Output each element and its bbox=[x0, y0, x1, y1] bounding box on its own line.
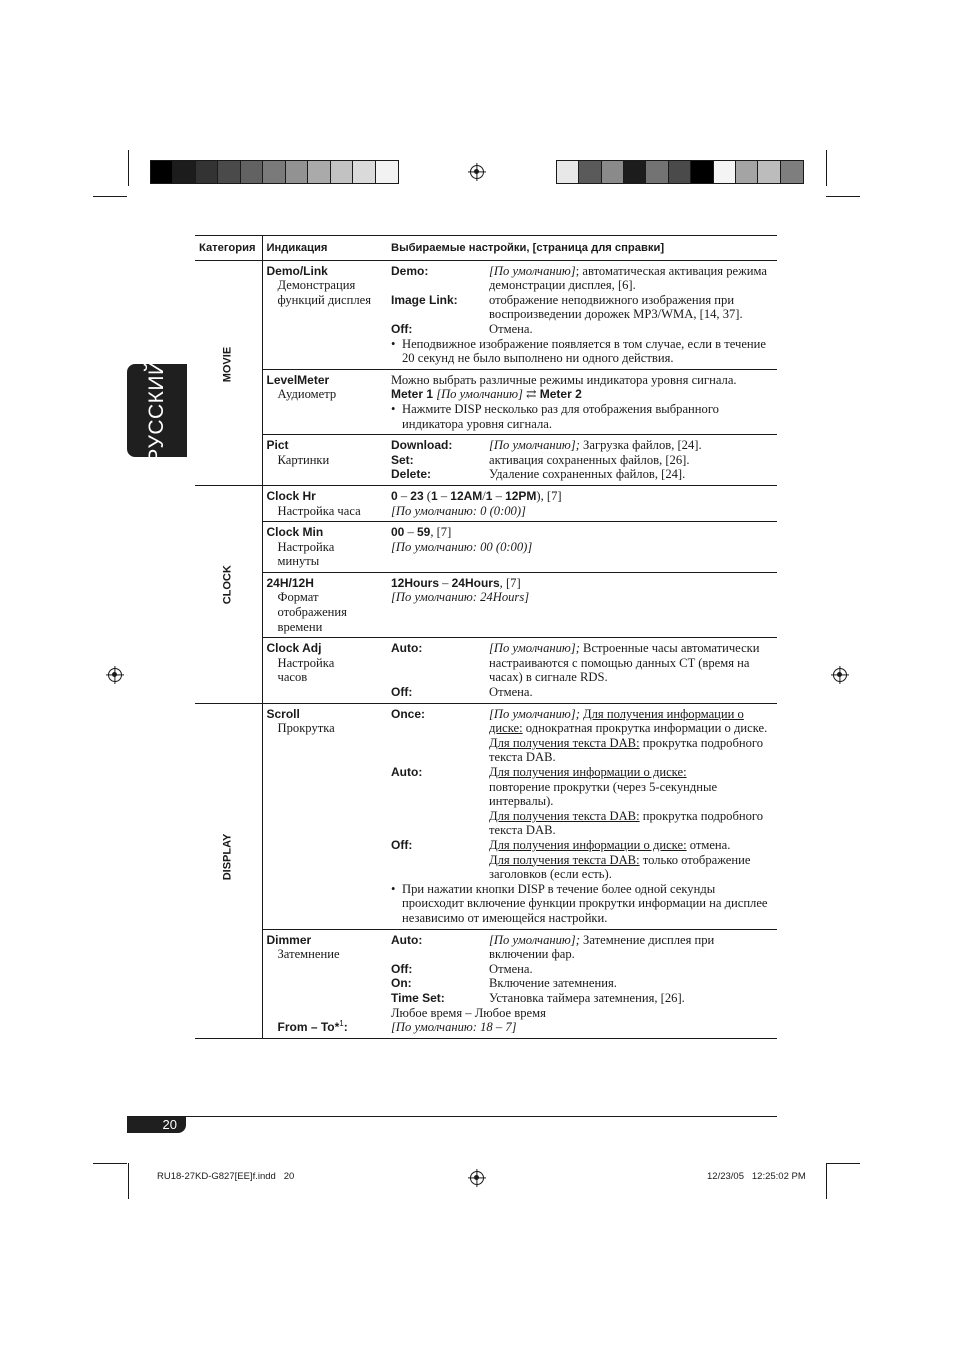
table-row bbox=[195, 522, 777, 573]
table-row bbox=[195, 435, 777, 486]
settings-cell bbox=[387, 435, 777, 486]
option-key: Off: bbox=[391, 961, 413, 976]
option-key: Image Link: bbox=[391, 292, 458, 307]
crop-mark bbox=[128, 150, 129, 186]
color-swatch bbox=[557, 161, 579, 183]
range-separator: – bbox=[397, 488, 411, 503]
header-settings: Выбираемые настройки, [страница для справки] bbox=[387, 236, 777, 261]
option-text: прокрутка подробного текста DAB. bbox=[489, 808, 764, 838]
range-separator: – bbox=[492, 488, 506, 503]
option-value bbox=[489, 264, 773, 293]
range-separator: – bbox=[404, 525, 417, 540]
color-calibration-bar-right bbox=[556, 160, 804, 184]
value-range bbox=[391, 576, 773, 591]
settings-cell bbox=[387, 522, 777, 573]
option-value: Удаление сохраненных файлов, [24]. bbox=[489, 467, 686, 482]
color-swatch bbox=[353, 161, 375, 183]
print-slug-file: RU18-27KD-G827[EE]f.indd 20 bbox=[157, 1171, 295, 1182]
value-range bbox=[391, 525, 773, 540]
language-tab-label: РУССКИЙ bbox=[145, 358, 168, 463]
crop-mark bbox=[826, 150, 827, 186]
option-key: Set: bbox=[391, 452, 414, 467]
option-value bbox=[489, 765, 773, 838]
range-value: 59 bbox=[416, 525, 431, 540]
note bbox=[391, 402, 773, 431]
indication-name: Demo/Link bbox=[266, 263, 328, 278]
option-text: только отображение заголовков (если есть). bbox=[489, 852, 751, 882]
default-marker: [По умолчанию]; bbox=[489, 438, 580, 453]
category-label: MOVIE bbox=[221, 347, 234, 383]
settings-cell bbox=[387, 638, 777, 703]
setting-option bbox=[391, 976, 773, 991]
crop-mark bbox=[826, 196, 860, 197]
indication-desc: Настройка минуты bbox=[277, 539, 335, 569]
crop-mark bbox=[93, 196, 127, 197]
option-value: отображение неподвижного изображения при воспроизведении дорожек MP3/WMA, [14, 37]. bbox=[489, 292, 743, 322]
indication-name: 24H/12H bbox=[266, 575, 314, 590]
color-swatch bbox=[218, 161, 240, 183]
option-condition: Для получения информации о диске: bbox=[489, 837, 687, 852]
setting-option bbox=[391, 641, 773, 685]
default-marker: [По умолчанию]; bbox=[489, 932, 580, 947]
color-swatch bbox=[691, 161, 713, 183]
meter-sequence bbox=[391, 387, 773, 402]
range-value: 12Hours bbox=[391, 575, 440, 590]
note bbox=[391, 337, 773, 366]
page-number: 20 bbox=[127, 1117, 186, 1133]
option-key: Time Set: bbox=[391, 990, 445, 1005]
option-key: Off: bbox=[391, 837, 413, 852]
option-key: Off: bbox=[391, 685, 413, 700]
indication-cell bbox=[262, 369, 387, 434]
default-marker: [По умолчанию]; bbox=[489, 706, 580, 721]
option-text: Затемнение дисплея при включении фар. bbox=[489, 932, 715, 962]
range-value: 00 bbox=[391, 525, 405, 540]
range-separator: ( bbox=[423, 488, 431, 503]
registration-mark-icon bbox=[833, 668, 847, 682]
indication-cell bbox=[262, 572, 387, 637]
option-key: Auto: bbox=[391, 765, 423, 779]
from-to-text: From – To* bbox=[277, 1020, 340, 1035]
bullet-icon: • bbox=[391, 401, 396, 416]
page-reference: ), [7] bbox=[536, 488, 562, 503]
option-key: Auto: bbox=[391, 932, 423, 947]
color-swatch bbox=[781, 161, 803, 183]
language-tab bbox=[127, 358, 187, 463]
option-key: Off: bbox=[391, 321, 413, 336]
settings-cell bbox=[387, 260, 777, 369]
note-text: Неподвижное изображение появляется в том случае, если в течение 20 секунд не было выполнено ни одного действия. bbox=[402, 336, 767, 366]
color-swatch bbox=[241, 161, 263, 183]
settings-cell bbox=[387, 485, 777, 521]
settings-cell bbox=[387, 369, 777, 434]
indication-name: LevelMeter bbox=[266, 372, 330, 387]
bullet-icon: • bbox=[391, 881, 396, 896]
registration-mark-icon bbox=[470, 165, 484, 179]
page-reference: , [7] bbox=[430, 525, 452, 540]
default-marker: [По умолчанию] bbox=[436, 387, 523, 402]
indication-desc: Настройка часа bbox=[277, 503, 361, 518]
range-value: 12PM bbox=[505, 488, 537, 503]
setting-option bbox=[391, 293, 773, 322]
option-text: прокрутка подробного текста DAB. bbox=[489, 735, 764, 765]
range-value: 1 bbox=[485, 488, 493, 503]
page-reference: , [7] bbox=[499, 575, 521, 590]
color-swatch bbox=[196, 161, 218, 183]
option-key: Meter 1 bbox=[391, 387, 434, 402]
setting-option bbox=[391, 438, 773, 453]
indication-desc: Формат отображения времени bbox=[277, 590, 347, 634]
color-swatch bbox=[331, 161, 353, 183]
note bbox=[391, 882, 773, 926]
color-swatch bbox=[669, 161, 691, 183]
header-category: Категория bbox=[195, 236, 262, 261]
option-key: Demo: bbox=[391, 263, 429, 278]
indication-cell bbox=[262, 638, 387, 703]
bullet-icon: • bbox=[391, 336, 396, 351]
category-display bbox=[195, 703, 262, 1038]
setting-option bbox=[391, 707, 773, 765]
setting-text: Можно выбрать различные режимы индикатора уровня сигнала. bbox=[391, 372, 737, 387]
option-value: Отмена. bbox=[489, 961, 533, 976]
option-key: Auto: bbox=[391, 641, 423, 656]
color-swatch bbox=[714, 161, 736, 183]
color-swatch bbox=[308, 161, 330, 183]
color-swatch bbox=[602, 161, 624, 183]
setting-option bbox=[391, 685, 773, 700]
setting-option bbox=[391, 453, 773, 468]
option-condition: Для получения информации о диске: bbox=[489, 706, 744, 736]
indication-desc: Настройка часов bbox=[277, 655, 335, 685]
option-text: Загрузка файлов, [24]. bbox=[579, 438, 702, 453]
option-condition: Для получения текста DAB: bbox=[489, 808, 640, 823]
indication-desc: Демонстрация функций дисплея bbox=[277, 278, 372, 307]
indication-cell bbox=[262, 703, 387, 929]
table-row bbox=[195, 485, 777, 521]
setting-option bbox=[391, 765, 773, 838]
category-label: CLOCK bbox=[221, 565, 234, 605]
option-text: повторение прокрутки (через 5-секундные интервалы). bbox=[489, 779, 718, 809]
indication-cell bbox=[262, 522, 387, 573]
range-separator: – bbox=[437, 488, 451, 503]
color-swatch bbox=[579, 161, 601, 183]
option-text: ; автоматическая активация режима демонстрации дисплея, [6]. bbox=[489, 263, 768, 293]
settings-table bbox=[195, 235, 777, 1039]
indication-name: Clock Adj bbox=[266, 641, 322, 656]
option-key: Download: bbox=[391, 438, 453, 453]
default-value: [По умолчанию: 24Hours] bbox=[391, 590, 530, 605]
table-row bbox=[195, 260, 777, 369]
option-value: Отмена. bbox=[489, 321, 533, 336]
color-swatch bbox=[376, 161, 398, 183]
option-key: Delete: bbox=[391, 467, 432, 482]
option-key: Once: bbox=[391, 706, 426, 721]
indication-desc: Затемнение bbox=[277, 947, 340, 962]
note-text: Нажмите DISP несколько раз для отображения выбранного индикатора уровня сигнала. bbox=[402, 401, 719, 431]
from-to-label bbox=[267, 1017, 348, 1035]
option-value bbox=[489, 838, 773, 882]
setting-option bbox=[391, 962, 773, 977]
category-clock bbox=[195, 485, 262, 703]
setting-option bbox=[391, 838, 773, 882]
range-value: 23 bbox=[410, 488, 424, 503]
value-range bbox=[391, 489, 773, 504]
settings-cell bbox=[387, 572, 777, 637]
color-swatch bbox=[736, 161, 758, 183]
table-row bbox=[195, 369, 777, 434]
header-indication: Индикация bbox=[262, 236, 387, 261]
option-text: отмена. bbox=[686, 837, 731, 852]
toggle-arrows-icon: ⇄ bbox=[526, 387, 537, 402]
indication-cell bbox=[262, 929, 387, 1038]
indication-cell bbox=[262, 485, 387, 521]
indication-name: Scroll bbox=[266, 706, 300, 721]
indication-cell bbox=[262, 260, 387, 369]
table-header-row bbox=[195, 236, 777, 261]
color-swatch bbox=[624, 161, 646, 183]
default-value: [По умолчанию: 00 (0:00)] bbox=[391, 539, 533, 554]
option-key: On: bbox=[391, 976, 412, 991]
table-row bbox=[195, 703, 777, 929]
range-value: 1 bbox=[430, 488, 438, 503]
option-value: Установка таймера затемнения, [26]. bbox=[489, 990, 685, 1005]
indication-name: Clock Hr bbox=[266, 488, 316, 503]
color-calibration-bar-left bbox=[150, 160, 399, 184]
range-separator: / bbox=[482, 488, 486, 503]
option-value bbox=[489, 707, 773, 765]
color-swatch bbox=[286, 161, 308, 183]
indication-name: Pict bbox=[266, 438, 289, 453]
default-marker: [По умолчанию] bbox=[489, 263, 576, 278]
default-value: [По умолчанию: 18 – 7] bbox=[391, 1020, 517, 1035]
indication-desc: Прокрутка bbox=[277, 721, 335, 736]
page-rule bbox=[127, 1116, 777, 1117]
category-label: DISPLAY bbox=[221, 833, 234, 881]
option-condition: Для получения информации о диске: bbox=[489, 765, 687, 779]
table-row bbox=[195, 929, 777, 1038]
setting-option bbox=[391, 264, 773, 293]
table-row bbox=[195, 572, 777, 637]
note-text: При нажатии кнопки DISP в течение более одной секунды происходит включение функции прокрутки информации на дисплее независимо от имеющейся настройки. bbox=[402, 881, 768, 925]
option-value: Включение затемнения. bbox=[489, 976, 617, 991]
registration-mark-icon bbox=[470, 1171, 484, 1185]
color-swatch bbox=[646, 161, 668, 183]
option-value bbox=[489, 933, 773, 962]
settings-cell bbox=[387, 703, 777, 929]
option-key: Meter 2 bbox=[539, 387, 582, 402]
color-swatch bbox=[263, 161, 285, 183]
table-row bbox=[195, 638, 777, 703]
indication-name: Clock Min bbox=[266, 525, 324, 540]
setting-option bbox=[391, 991, 773, 1006]
option-value bbox=[489, 641, 773, 685]
indication-desc: Картинки bbox=[277, 452, 330, 467]
category-movie bbox=[195, 260, 262, 485]
option-text: Встроенные часы автоматически настраиваются с помощью данных CT (время на часах) в сигнале RDS. bbox=[489, 641, 760, 685]
registration-mark-icon bbox=[108, 668, 122, 682]
range-value: 0 bbox=[391, 488, 398, 503]
option-condition: Для получения текста DAB: bbox=[489, 852, 640, 867]
option-value: активация сохраненных файлов, [26]. bbox=[489, 452, 690, 467]
crop-mark bbox=[93, 1163, 127, 1164]
option-condition: Для получения текста DAB: bbox=[489, 735, 640, 750]
option-text: однократная прокрутка информации о диске. bbox=[522, 721, 768, 736]
crop-mark bbox=[826, 1163, 827, 1199]
color-swatch bbox=[173, 161, 195, 183]
range-separator: – bbox=[439, 575, 452, 590]
option-value bbox=[489, 438, 773, 453]
setting-option bbox=[391, 467, 773, 482]
default-marker: [По умолчанию]; bbox=[489, 641, 580, 656]
indication-cell bbox=[262, 435, 387, 486]
option-value: Отмена. bbox=[489, 685, 533, 700]
range-value: 12AM bbox=[450, 488, 483, 503]
footnote-marker: 1 bbox=[339, 1019, 344, 1029]
print-slug-date: 12/23/05 12:25:02 PM bbox=[707, 1171, 806, 1182]
from-to-colon: : bbox=[343, 1020, 348, 1035]
setting-option bbox=[391, 322, 773, 337]
setting-option bbox=[391, 933, 773, 962]
crop-mark bbox=[826, 1163, 860, 1164]
range-value: 24Hours bbox=[451, 575, 500, 590]
default-value: [По умолчанию: 0 (0:00)] bbox=[391, 503, 526, 518]
color-swatch bbox=[151, 161, 173, 183]
indication-desc: Аудиометр bbox=[277, 387, 337, 402]
color-swatch bbox=[758, 161, 780, 183]
from-to-value: Любое время – Любое время bbox=[391, 1005, 546, 1020]
crop-mark bbox=[128, 1163, 129, 1199]
settings-cell bbox=[387, 929, 777, 1038]
indication-name: Dimmer bbox=[266, 932, 312, 947]
